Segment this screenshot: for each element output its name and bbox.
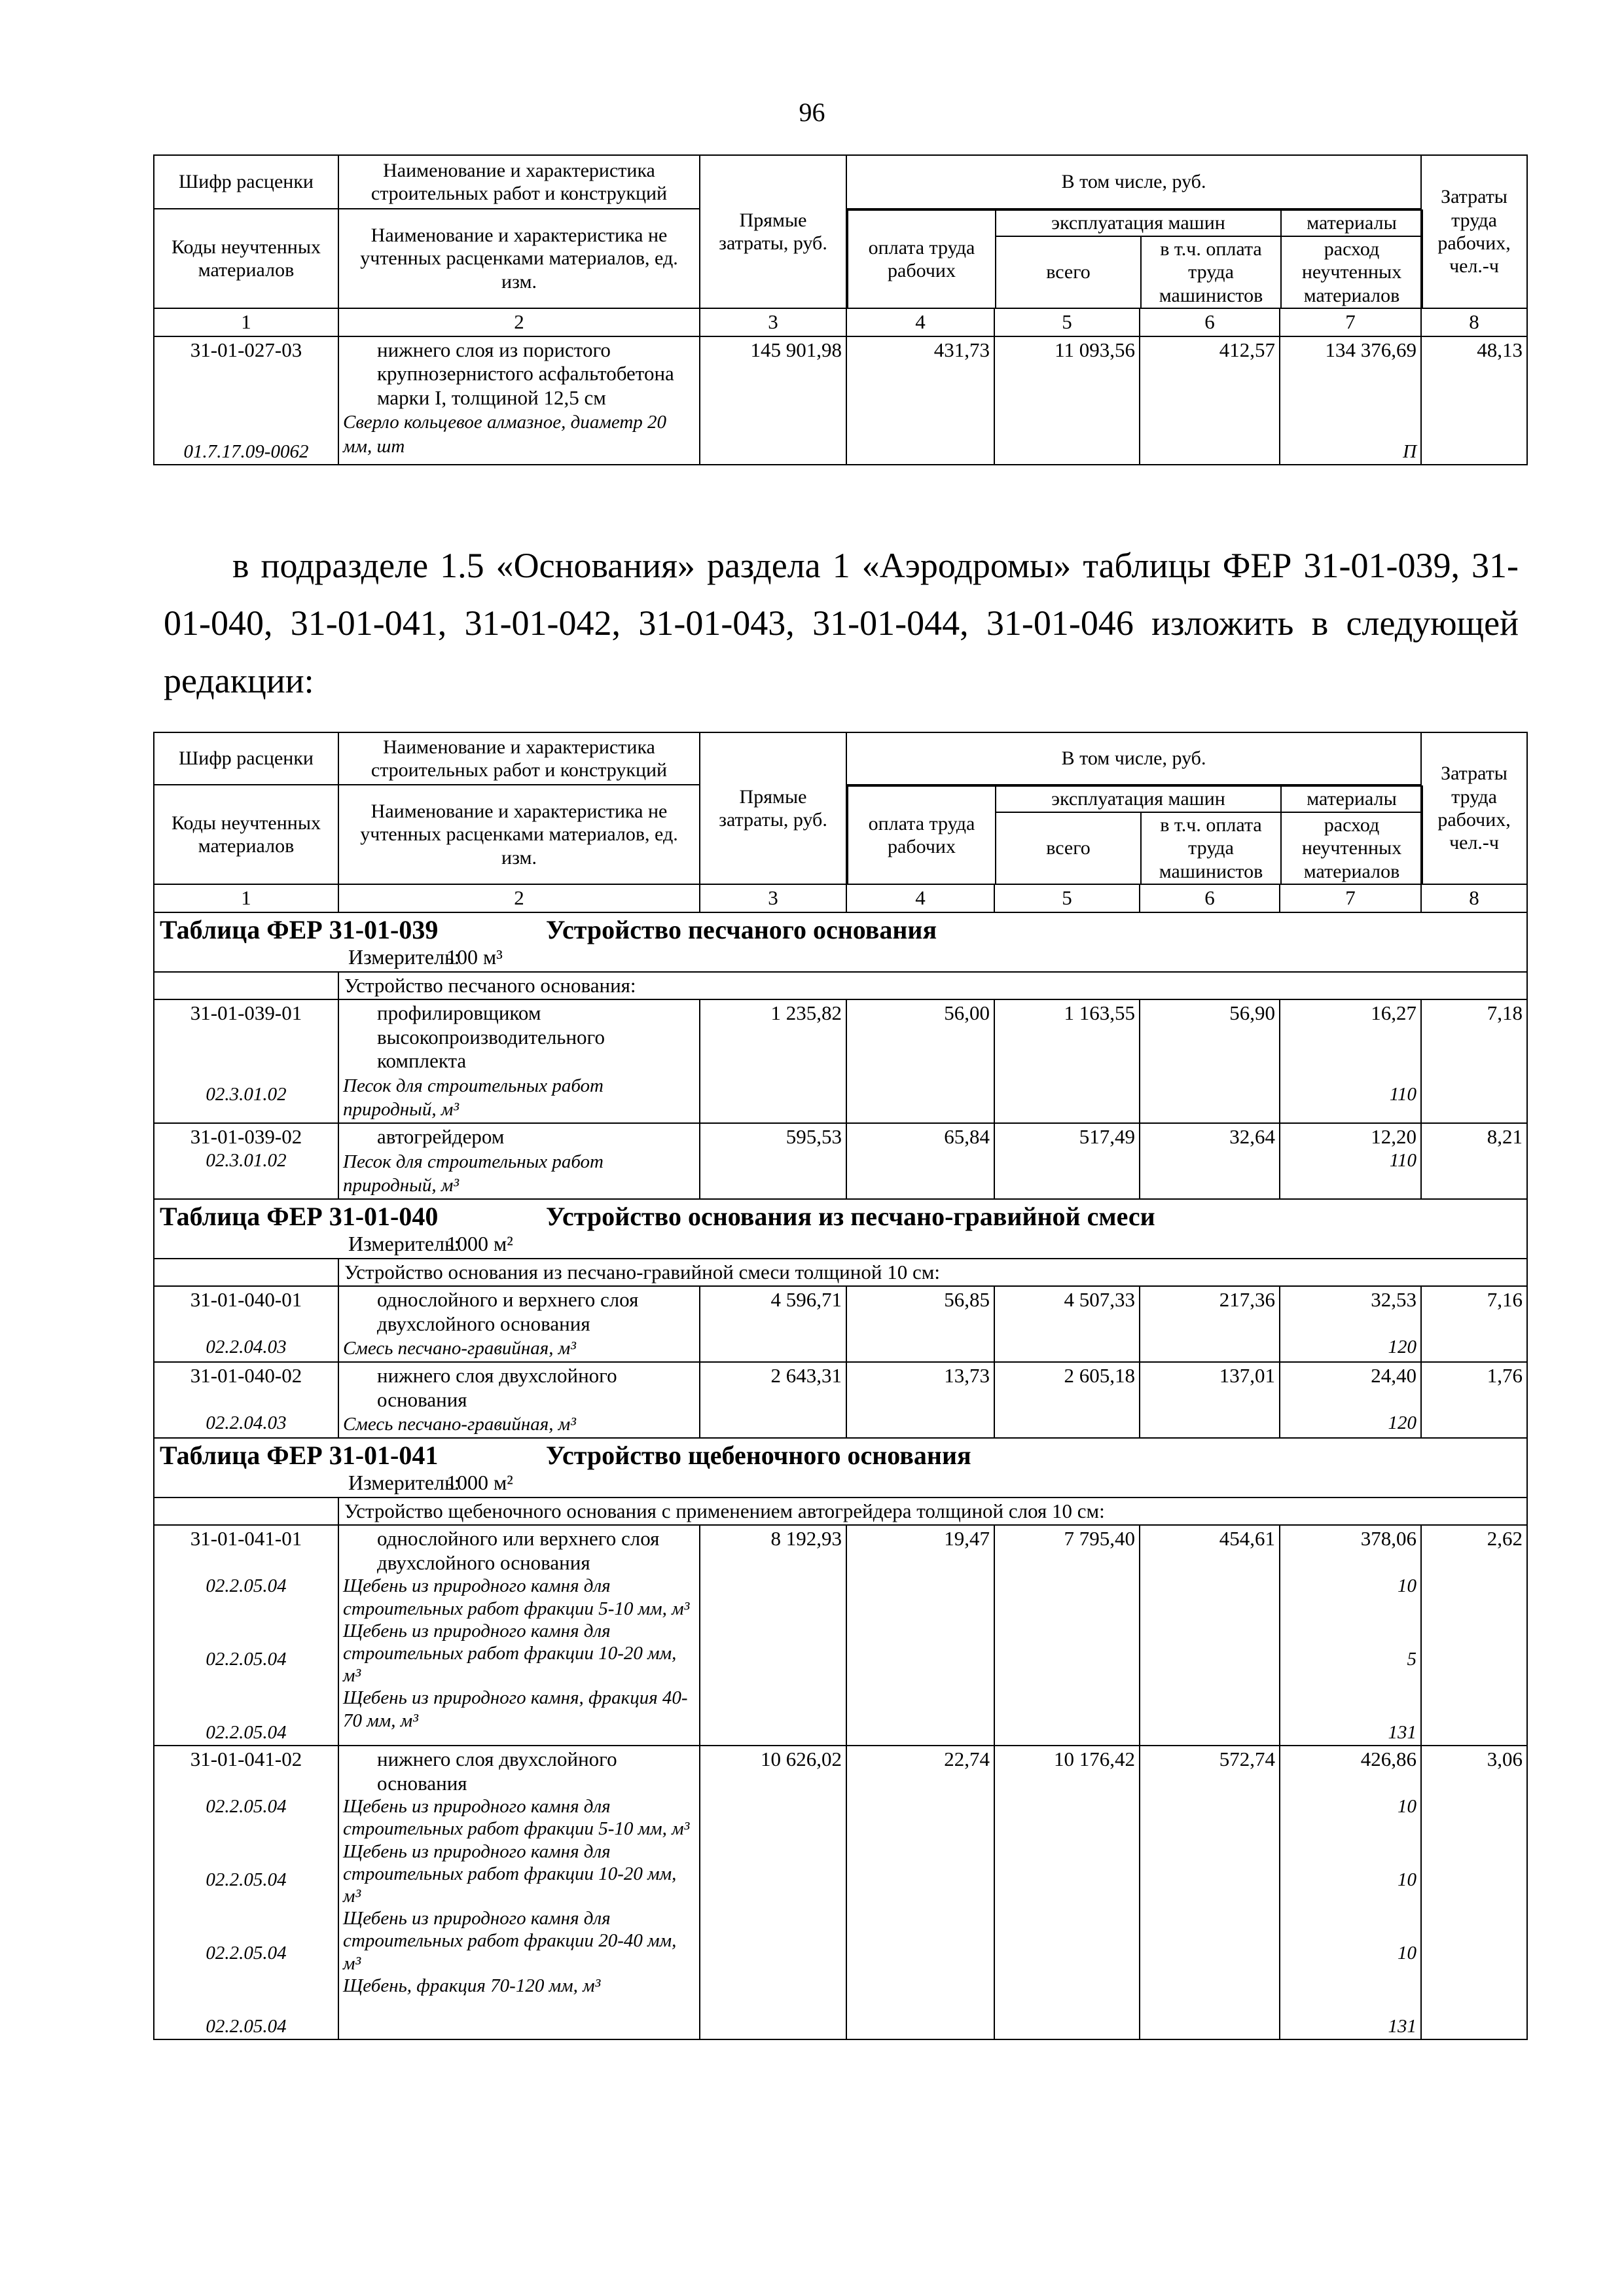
machinist-pay: 137,01 <box>1140 1362 1280 1438</box>
work-name: нижнего слоя двухслойного основания <box>377 1363 617 1411</box>
worker-pay: 13,73 <box>846 1362 994 1438</box>
material-code: 02.2.05.04 <box>206 1795 287 1817</box>
work-name: однослойного или верхнего слоя двухслойного основания <box>377 1527 660 1574</box>
labor-hours: 1,76 <box>1421 1362 1527 1438</box>
header-materials: материалы <box>1281 210 1422 236</box>
header-work-name: Наименование и характеристика строительных работ и конструкций <box>338 155 700 209</box>
machinist-pay: 56,90 <box>1140 999 1280 1123</box>
material-code: 02.2.05.04 <box>206 1575 287 1596</box>
header-machines-total: всего <box>996 812 1141 884</box>
measure-label: Измеритель: <box>348 1470 460 1494</box>
table-row <box>154 1286 1527 1362</box>
material-code: 02.3.01.02 <box>206 1149 287 1171</box>
direct-costs: 8 192,93 <box>700 1525 846 1746</box>
material-name: Щебень из природного камня для строительных работ фракции 10-20 мм, м³ <box>343 1620 677 1687</box>
material-name: Щебень из природного камня для строительных работ фракции 20-40 мм, м³ <box>343 1908 677 1974</box>
colnum: 4 <box>846 884 994 912</box>
materials-cost: 32,53 <box>1371 1288 1417 1312</box>
colnum: 6 <box>1140 308 1280 336</box>
colnum: 3 <box>700 884 846 912</box>
table-row <box>154 1123 1527 1199</box>
material-qty: 10 <box>1398 1942 1417 1964</box>
machinist-pay: 454,61 <box>1140 1525 1280 1746</box>
material-qty: 10 <box>1398 1575 1417 1596</box>
colnum: 2 <box>338 308 700 336</box>
amendment-paragraph: в подразделе 1.5 «Основания» раздела 1 «Аэродромы» таблицы ФЕР 31-01-039, 31-01-040, 31-01-041, 31-01-042, 31-01-043, 31-01-044, 31-01-046 изложить в следующей редакции: <box>164 546 1519 700</box>
material-name: Песок для строительных работ природный, м³ <box>343 1075 604 1121</box>
header-worker-pay: оплата труда рабочих <box>848 210 996 308</box>
labor-hours: 48,13 <box>1421 336 1527 465</box>
material-name: Щебень из природного камня, фракция 40-70 мм, м³ <box>343 1687 688 1731</box>
material-name: Щебень, фракция 70-120 мм, м³ <box>343 1975 601 1996</box>
header-work-name: Наименование и характеристика строительных работ и конструкций <box>338 732 700 785</box>
table-row <box>154 336 1527 465</box>
material-name: Смесь песчано-гравийная, м³ <box>343 1338 576 1359</box>
header-direct-costs: Прямые затраты, руб. <box>700 732 846 884</box>
table-row <box>154 999 1527 1123</box>
colnum: 5 <box>994 884 1140 912</box>
materials-cost: 24,40 <box>1371 1363 1417 1387</box>
header-machines: эксплуатация машин <box>996 210 1281 236</box>
labor-hours: 2,62 <box>1421 1525 1527 1746</box>
colnum: 8 <box>1421 884 1527 912</box>
direct-costs: 10 626,02 <box>700 1746 846 2039</box>
header-including: В том числе, руб. <box>846 732 1421 785</box>
material-qty: П <box>1403 441 1417 463</box>
materials-cost: 16,27 <box>1371 1001 1417 1025</box>
material-qty: 110 <box>1389 1083 1417 1105</box>
header-unaccounted-materials: расход неучтенных материалов <box>1281 812 1422 884</box>
materials-cost: 378,06 <box>1360 1527 1417 1551</box>
header-machines-total: всего <box>996 236 1141 308</box>
material-name: Смесь песчано-гравийная, м³ <box>343 1414 576 1435</box>
machines-total: 517,49 <box>994 1123 1140 1199</box>
header-worker-pay: оплата труда рабочих <box>848 786 996 884</box>
header-material-names: Наименование и характеристика не учтенных расценками материалов, ед. изм. <box>338 209 700 308</box>
rate-code: 31-01-040-02 <box>190 1363 302 1387</box>
table-title: Таблица ФЕР 31-01-040 <box>160 1201 439 1231</box>
colnum: 6 <box>1140 884 1280 912</box>
header-machines: эксплуатация машин <box>996 786 1281 812</box>
rates-table-1 <box>153 154 1528 465</box>
material-name: Щебень из природного камня для строительных работ фракции 5-10 мм, м³ <box>343 1796 690 1840</box>
header-unaccounted-materials: расход неучтенных материалов <box>1281 236 1422 308</box>
worker-pay: 65,84 <box>846 1123 994 1199</box>
material-qty: 120 <box>1388 1412 1417 1433</box>
rate-code: 31-01-039-01 <box>190 1001 302 1025</box>
colnum: 4 <box>846 308 994 336</box>
material-code: 01.7.17.09-0062 <box>183 441 309 463</box>
rate-code: 31-01-041-02 <box>190 1748 302 1771</box>
table-subtitle: Устройство основания из песчано-гравийной смеси <box>546 1201 1155 1231</box>
table-subtitle: Устройство песчаного основания <box>546 914 937 944</box>
rates-table-2 <box>153 732 1528 2040</box>
worker-pay: 56,00 <box>846 999 994 1123</box>
material-name: Сверло кольцевое алмазное, диаметр 20 мм, шт <box>343 412 667 457</box>
section-heading <box>154 912 1527 972</box>
header-material-codes: Коды неучтенных материалов <box>154 785 338 884</box>
section-heading <box>154 1438 1527 1498</box>
worker-pay: 19,47 <box>846 1525 994 1746</box>
material-name: Щебень из природного камня для строительных работ фракции 5-10 мм, м³ <box>343 1575 690 1619</box>
section-heading <box>154 1199 1527 1259</box>
machines-total: 2 605,18 <box>994 1362 1140 1438</box>
machines-total: 10 176,42 <box>994 1746 1140 2039</box>
machinist-pay: 572,74 <box>1140 1746 1280 2039</box>
header-subtable <box>847 785 1423 884</box>
header-including: В том числе, руб. <box>846 155 1421 209</box>
machinist-pay: 32,64 <box>1140 1123 1280 1199</box>
group-title: Устройство основания из песчано-гравийной смеси толщиной 10 см: <box>338 1259 1527 1287</box>
materials-cost: 426,86 <box>1360 1748 1417 1771</box>
header-machinist-pay: в т.ч. оплата труда машинистов <box>1141 236 1281 308</box>
material-qty: 131 <box>1388 2015 1417 2037</box>
material-code: 02.2.04.03 <box>206 1412 287 1433</box>
colnum: 5 <box>994 308 1140 336</box>
header-material-names: Наименование и характеристика не учтенных расценками материалов, ед. изм. <box>338 785 700 884</box>
work-name: автогрейдером <box>377 1124 505 1148</box>
material-code: 02.2.05.04 <box>206 1721 287 1743</box>
materials-cost: 12,20 <box>1371 1124 1417 1148</box>
labor-hours: 8,21 <box>1421 1123 1527 1199</box>
labor-hours: 3,06 <box>1421 1746 1527 2039</box>
worker-pay: 56,85 <box>846 1286 994 1362</box>
table-row <box>154 1362 1527 1438</box>
material-name: Песок для строительных работ природный, м³ <box>343 1151 604 1196</box>
materials-cost: 134 376,69 <box>1325 338 1417 361</box>
material-code: 02.2.05.04 <box>206 1942 287 1964</box>
measure-label: Измеритель: <box>348 1231 460 1255</box>
group-title: Устройство песчаного основания: <box>338 972 1527 1000</box>
material-qty: 10 <box>1398 1795 1417 1817</box>
rate-code: 31-01-039-02 <box>190 1124 302 1148</box>
colnum: 7 <box>1280 308 1421 336</box>
colnum: 2 <box>338 884 700 912</box>
direct-costs: 145 901,98 <box>700 336 846 465</box>
material-name: Щебень из природного камня для строительных работ фракции 10-20 мм, м³ <box>343 1840 677 1907</box>
material-code: 02.2.05.04 <box>206 2015 287 2037</box>
table-row <box>154 1746 1527 2039</box>
group-title: Устройство щебеночного основания с применением автогрейдера толщиной слоя 10 см: <box>338 1498 1527 1526</box>
header-subtable <box>847 209 1423 308</box>
material-qty: 10 <box>1398 1869 1417 1890</box>
material-qty: 131 <box>1388 1721 1417 1743</box>
machines-total: 1 163,55 <box>994 999 1140 1123</box>
material-code: 02.3.01.02 <box>206 1083 287 1105</box>
machines-total: 11 093,56 <box>994 336 1140 465</box>
labor-hours: 7,16 <box>1421 1286 1527 1362</box>
colnum: 8 <box>1421 308 1527 336</box>
table-title: Таблица ФЕР 31-01-041 <box>160 1440 439 1470</box>
material-qty: 120 <box>1388 1336 1417 1357</box>
measure-value: 100 м³ <box>446 944 503 969</box>
machines-total: 4 507,33 <box>994 1286 1140 1362</box>
machinist-pay: 412,57 <box>1140 336 1280 465</box>
work-name: нижнего слоя двухслойного основания <box>377 1748 617 1795</box>
rate-code: 31-01-041-01 <box>190 1527 302 1551</box>
header-labor-hours: Затраты труда рабочих, чел.-ч <box>1421 732 1527 884</box>
table-title: Таблица ФЕР 31-01-039 <box>160 914 439 944</box>
measure-label: Измеритель: <box>348 944 460 969</box>
header-rate-code: Шифр расценки <box>154 155 338 209</box>
measure-value: 1000 м² <box>446 1470 513 1494</box>
work-name: однослойного и верхнего слоя двухслойного основания <box>377 1288 639 1335</box>
header-materials: материалы <box>1281 786 1422 812</box>
colnum: 1 <box>154 884 338 912</box>
material-qty: 110 <box>1389 1149 1417 1171</box>
measure-value: 1000 м² <box>446 1231 513 1255</box>
rate-code: 31-01-040-01 <box>190 1288 302 1312</box>
rate-code: 31-01-027-03 <box>190 338 302 361</box>
material-code: 02.2.05.04 <box>206 1648 287 1670</box>
header-material-codes: Коды неучтенных материалов <box>154 209 338 308</box>
work-name: профилировщиком высокопроизводительного комплекта <box>377 1001 605 1073</box>
direct-costs: 595,53 <box>700 1123 846 1199</box>
worker-pay: 22,74 <box>846 1746 994 2039</box>
material-qty: 5 <box>1407 1648 1417 1670</box>
direct-costs: 2 643,31 <box>700 1362 846 1438</box>
machinist-pay: 217,36 <box>1140 1286 1280 1362</box>
colnum: 1 <box>154 308 338 336</box>
direct-costs: 4 596,71 <box>700 1286 846 1362</box>
header-machinist-pay: в т.ч. оплата труда машинистов <box>1141 812 1281 884</box>
header-labor-hours: Затраты труда рабочих, чел.-ч <box>1421 155 1527 308</box>
table-row <box>154 1525 1527 1746</box>
colnum: 3 <box>700 308 846 336</box>
work-name: нижнего слоя из пористого крупнозернистого асфальтобетона марки I, толщиной 12,5 см <box>377 338 674 409</box>
material-code: 02.2.05.04 <box>206 1869 287 1890</box>
worker-pay: 431,73 <box>846 336 994 465</box>
material-code: 02.2.04.03 <box>206 1336 287 1357</box>
labor-hours: 7,18 <box>1421 999 1527 1123</box>
header-rate-code: Шифр расценки <box>154 732 338 785</box>
page-number: 96 <box>799 98 825 127</box>
direct-costs: 1 235,82 <box>700 999 846 1123</box>
machines-total: 7 795,40 <box>994 1525 1140 1746</box>
header-direct-costs: Прямые затраты, руб. <box>700 155 846 308</box>
table-subtitle: Устройство щебеночного основания <box>546 1440 971 1470</box>
colnum: 7 <box>1280 884 1421 912</box>
